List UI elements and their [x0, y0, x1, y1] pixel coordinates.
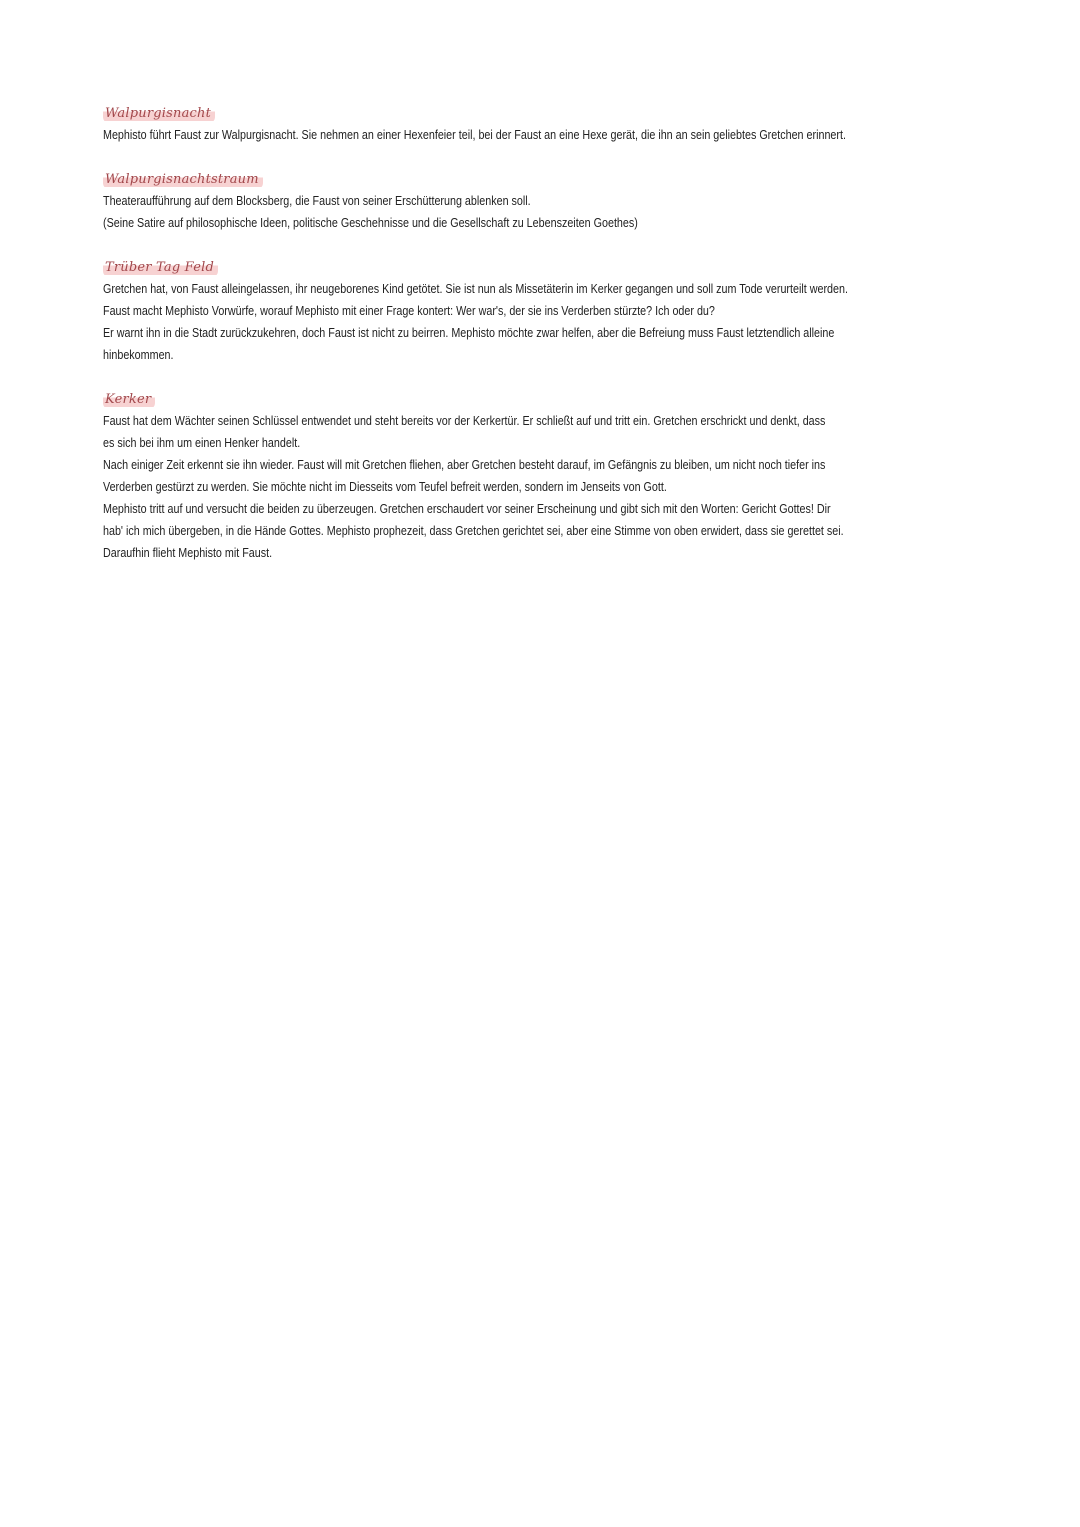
section-heading: Walpurgisnachtstraum — [103, 171, 263, 189]
section-heading: Trüber Tag Feld — [103, 259, 218, 277]
paragraph-line: Nach einiger Zeit erkennt sie ihn wieder. Faust will mit Gretchen fliehen, aber Gretchen besteht darauf, im Gefängnis zu bleiben, um nicht noch tiefer ins — [103, 458, 826, 472]
paragraph-line: Faust macht Mephisto Vorwürfe, worauf Mephisto mit einer Frage kontert: Wer war's, der sie ins Verderben stürzte? Ich oder du? — [103, 304, 715, 318]
section-heading: Walpurgisnacht — [103, 105, 215, 123]
document-content — [103, 104, 983, 588]
section-trueber-tag-feld — [103, 258, 983, 366]
paragraph-line: Verderben gestürzt zu werden. Sie möchte nicht im Diesseits vom Teufel befreit werden, sondern im Jenseits von Gott. — [103, 480, 667, 494]
paragraph-line: Mephisto tritt auf und versucht die beiden zu überzeugen. Gretchen erschaudert vor seiner Erscheinung und gibt sich mit den Worten: Gericht Gottes! Dir — [103, 502, 831, 516]
section-walpurgisnachtstraum — [103, 170, 983, 234]
paragraph-line: hab' ich mich übergeben, in die Hände Gottes. Mephisto prophezeit, dass Gretchen gerichtet sei, aber eine Stimme von oben erwidert, dass sie gerettet sei. — [103, 524, 844, 538]
section-heading: Kerker — [103, 391, 155, 409]
paragraph-line: Gretchen hat, von Faust alleingelassen, ihr neugeborenes Kind getötet. Sie ist nun als Missetäterin im Kerker gegangen und soll zum Tode verurteilt werden. — [103, 282, 848, 296]
paragraph-line: Daraufhin flieht Mephisto mit Faust. — [103, 546, 273, 560]
paragraph-line: Theateraufführung auf dem Blocksberg, die Faust von seiner Erschütterung ablenken soll. — [103, 194, 531, 208]
paragraph-line: Mephisto führt Faust zur Walpurgisnacht. Sie nehmen an einer Hexenfeier teil, bei der Faust an eine Hexe gerät, die ihn an sein geliebtes Gretchen erinnert. — [103, 128, 846, 142]
paragraph-line: Faust hat dem Wächter seinen Schlüssel entwendet und steht bereits vor der Kerkertür. Er schließt auf und tritt ein. Gretchen erschrickt und denkt, dass — [103, 414, 826, 428]
paragraph-line: hinbekommen. — [103, 348, 174, 362]
paragraph-line: Er warnt ihn in die Stadt zurückzukehren, doch Faust ist nicht zu beirren. Mephisto möchte zwar helfen, aber die Befreiung muss Faust letztendlich alleine — [103, 326, 835, 340]
paragraph-line: (Seine Satire auf philosophische Ideen, politische Geschehnisse und die Gesellschaft zu Lebenszeiten Goethes) — [103, 216, 638, 230]
section-walpurgisnacht — [103, 104, 983, 146]
section-kerker — [103, 390, 983, 564]
paragraph-line: es sich bei ihm um einen Henker handelt. — [103, 436, 301, 450]
